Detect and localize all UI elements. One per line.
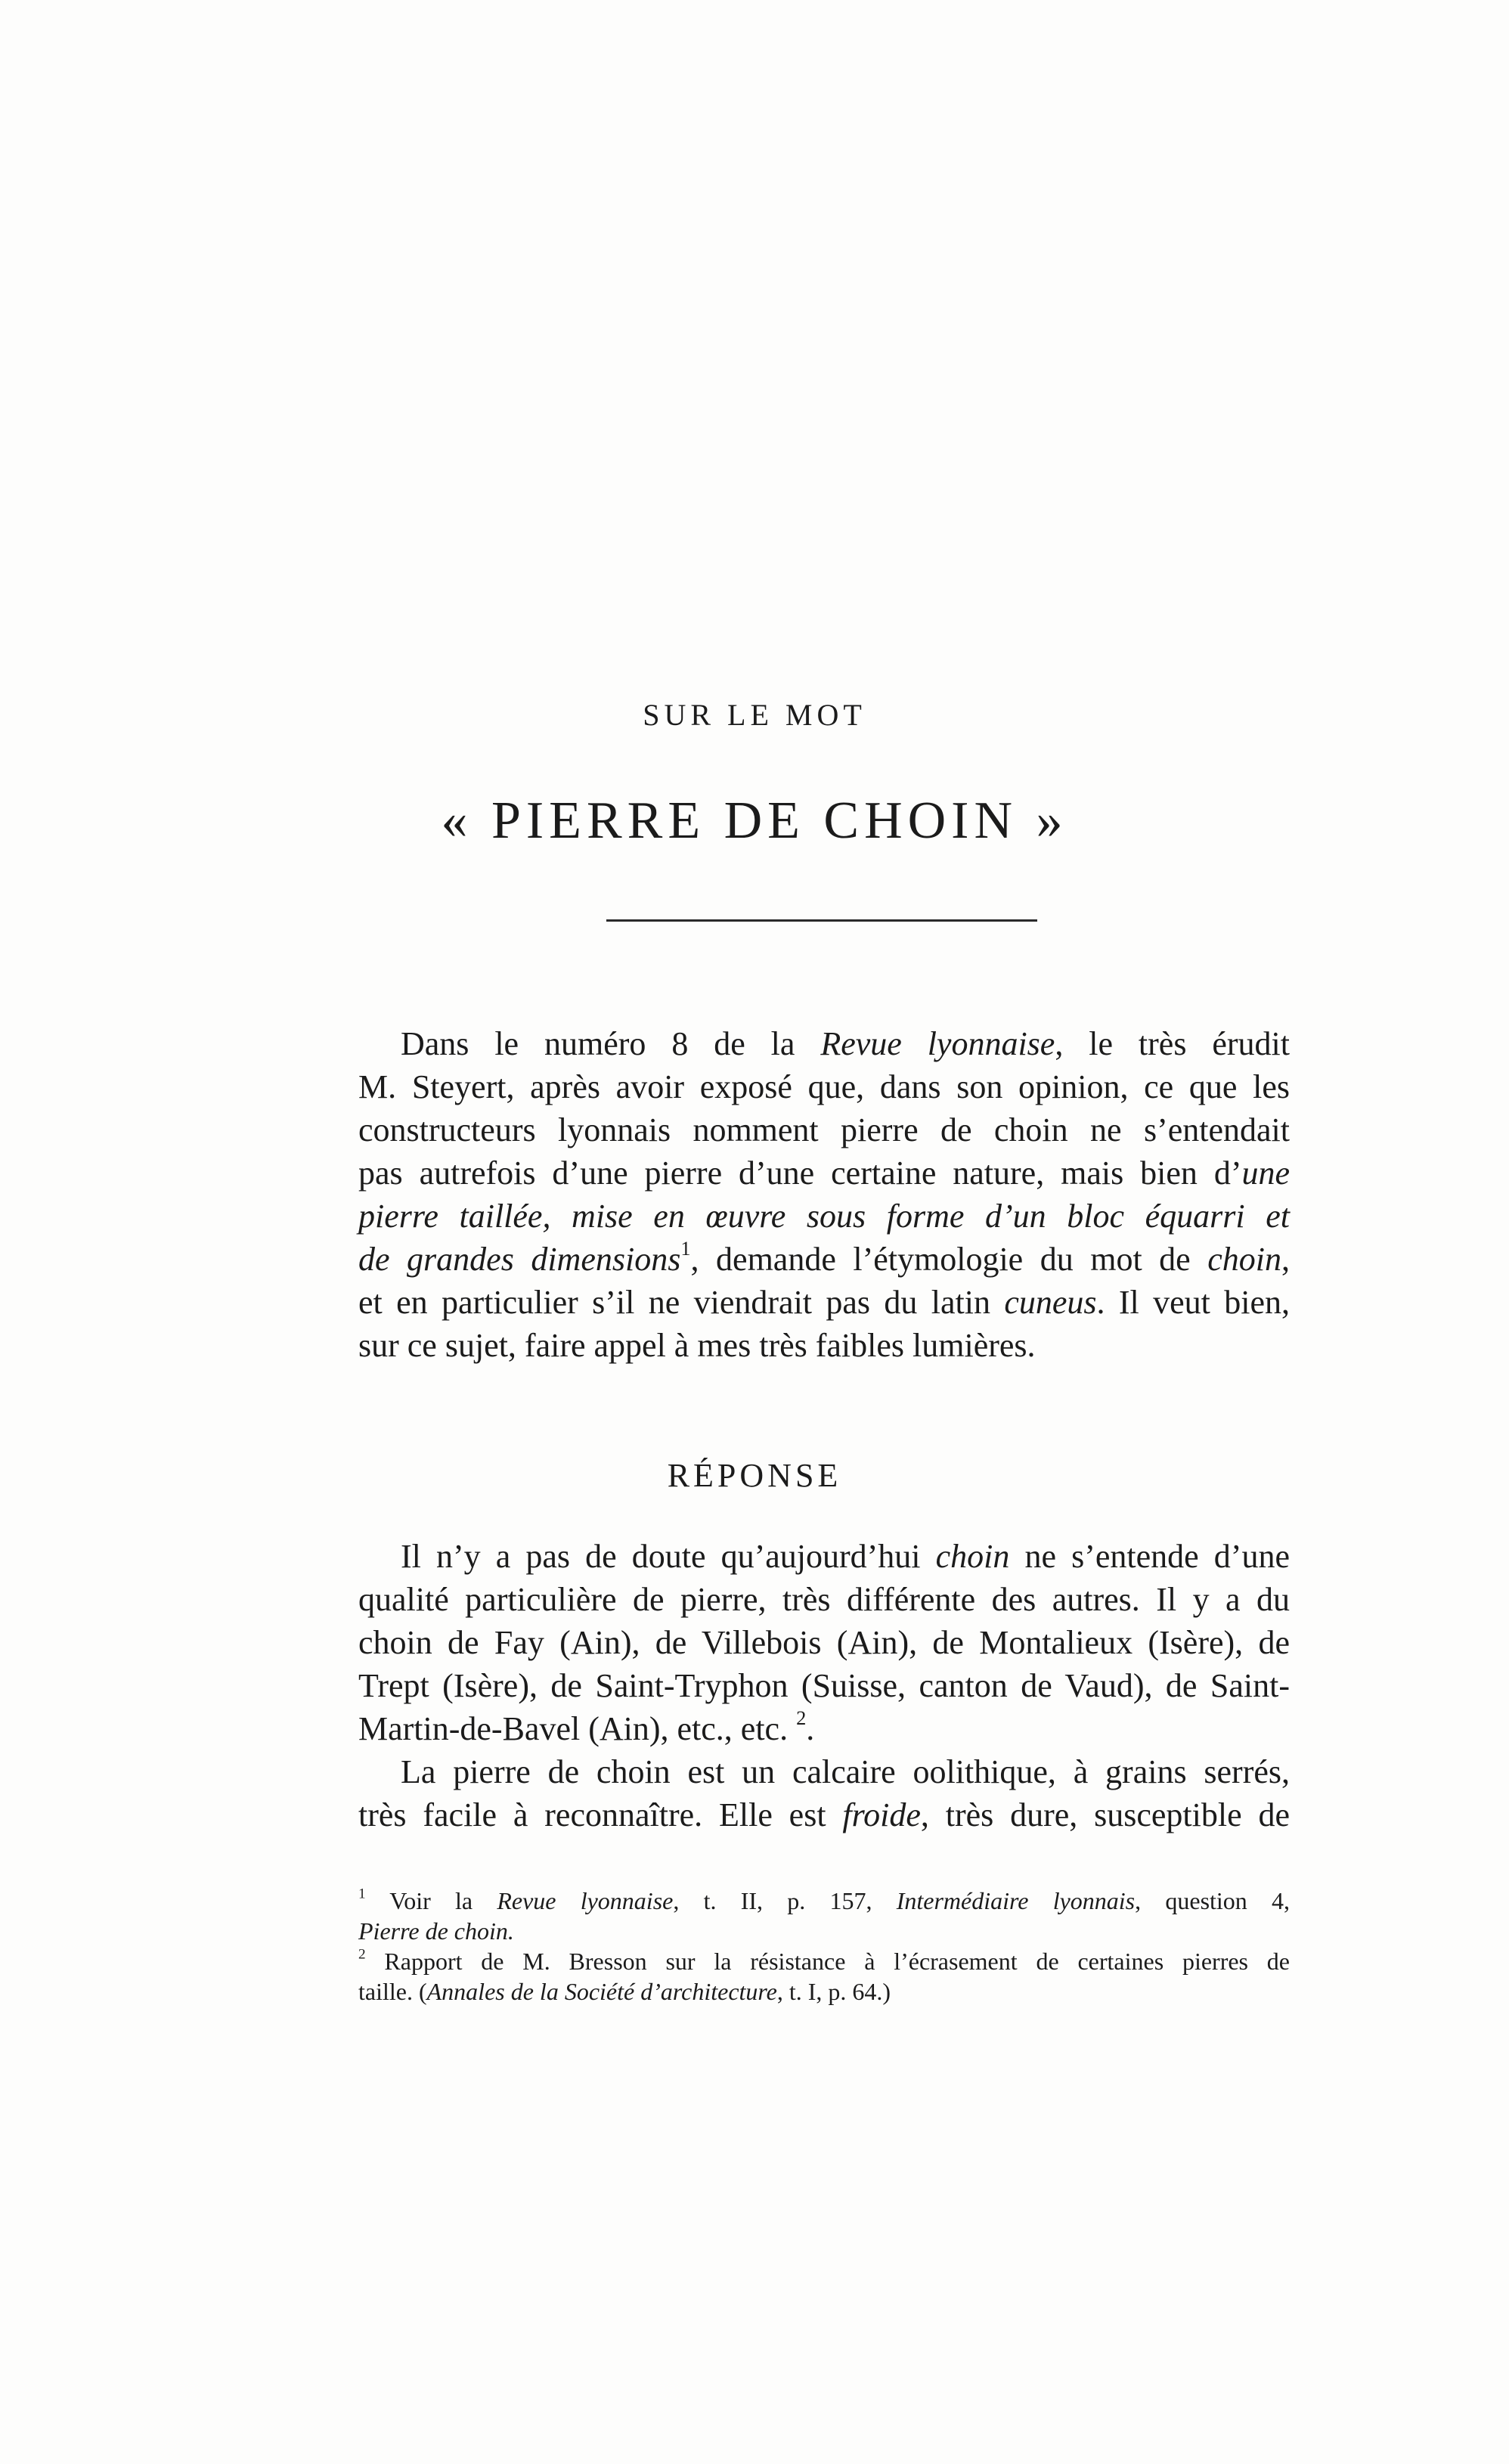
italic-text: Annales de la Société d’architecture [426, 1978, 777, 2005]
italic-text: Revue lyonnaise [497, 1887, 674, 1914]
italic-text: froide [842, 1796, 921, 1833]
footnote-mark: 2 [358, 1946, 366, 1963]
text-line [358, 1195, 1290, 1238]
text-line: choin de Fay (Ain), de Villebois (Ain), de Montalieux (Isère), de [358, 1624, 1290, 1661]
footnote-line: $^1$ Voir la Revue lyonnaise, t. II, p. 157, Intermédiaire lyonnais, question 4, [358, 1886, 1291, 1914]
text-line: Trept (Isère), de Saint-Tryphon (Suisse, canton de Vaud), de Saint- [358, 1667, 1290, 1704]
footnote-line [358, 1916, 1290, 1946]
text-line: de grandes dimensions$^1$, demande l’étymologie du mot de choin, [358, 1237, 1290, 1278]
footnotes [358, 1886, 1290, 2007]
text-line: constructeurs lyonnais nomment pierre de choin ne s’entendait [358, 1111, 1290, 1148]
title-rule [606, 919, 1037, 922]
italic-text: Revue lyonnaise [820, 1025, 1055, 1062]
italic-text: de grandes dimensions [358, 1241, 681, 1278]
text-line: Dans le numéro 8 de la Revue lyonnaise, le très érudit [401, 1025, 1290, 1062]
footnote-mark: 1 [358, 1886, 366, 1902]
footnote-mark: 1 [680, 1237, 691, 1260]
italic-text: Intermédiaire lyonnais [896, 1887, 1136, 1914]
text-line: et en particulier s’il ne viendrait pas du latin cuneus. Il veut bien, [358, 1284, 1290, 1321]
section-heading: RÉPONSE [667, 1457, 842, 1494]
text-line: La pierre de choin est un calcaire oolithique, à grains serrés, [401, 1753, 1290, 1790]
article-title: « PIERRE DE CHOIN » [441, 792, 1068, 850]
italic-text: une [1241, 1155, 1290, 1192]
answer-text [358, 1535, 1290, 1836]
footnote-mark: 2 [796, 1706, 807, 1730]
italic-text: Pierre de choin. [358, 1917, 514, 1945]
italic-text: cuneus [1004, 1284, 1097, 1321]
intro-paragraph [358, 1022, 1290, 1367]
text-line: M. Steyert, après avoir exposé que, dans son opinion, ce que les [358, 1068, 1290, 1105]
text-line: sur ce sujet, faire appel à mes très faibles lumières. [358, 1327, 1036, 1364]
text-line: Martin-de-Bavel (Ain), etc., etc. $^2$. [358, 1706, 815, 1747]
text-line: Il n’y a pas de doute qu’aujourd’hui choin ne s’entende d’une [401, 1538, 1290, 1575]
text-line: très facile à reconnaître. Elle est froide, très dure, susceptible de [358, 1796, 1290, 1833]
footnote-line: $^2$ Rapport de M. Bresson sur la résistance à l’écrasement de certaines pierres de [358, 1946, 1290, 1975]
article-supertitle: SUR LE MOT [643, 698, 866, 732]
italic-text: choin [1207, 1241, 1281, 1278]
italic-text: pierre taillée, mise en œuvre sous forme d’un bloc équarri et [358, 1198, 1290, 1235]
text-line: qualité particulière de pierre, très différente des autres. Il y a du [358, 1581, 1290, 1618]
footnote-line: taille. (Annales de la Société d’architecture, t. I, p. 64.) [358, 1978, 891, 2005]
text-line: pas autrefois d’une pierre d’une certaine nature, mais bien d’une [358, 1155, 1290, 1192]
italic-text: choin [935, 1538, 1010, 1575]
